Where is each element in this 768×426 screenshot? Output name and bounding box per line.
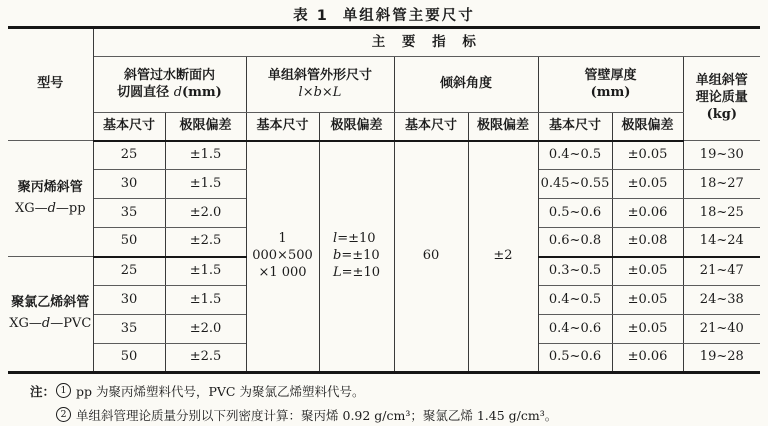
subheader-angle-basic: 基本尺寸 xyxy=(394,113,468,141)
cell-d-basic: 35 xyxy=(93,199,165,228)
cell-shape-basic: 1 000×500 ×1 000 xyxy=(246,141,319,373)
cell-wall-deviation: ±0.05 xyxy=(612,315,683,344)
group-d-line1: 斜管过水断面内 xyxy=(123,67,215,83)
header-main-indicator: 主 要 指 标 xyxy=(93,28,760,57)
cell-wall-basic: 0.4~0.5 xyxy=(538,141,612,170)
cell-mass: 24~38 xyxy=(683,286,760,315)
note-1 xyxy=(30,382,768,401)
subheader-d-basic: 基本尺寸 xyxy=(93,113,165,141)
cell-wall-deviation: ±0.08 xyxy=(612,228,683,257)
subheader-d-deviation: 极限偏差 xyxy=(165,113,246,141)
notes-label: 注： xyxy=(30,384,56,399)
subheader-wall-basic: 基本尺寸 xyxy=(538,113,612,141)
col-group-theoretical-mass: 单组斜管 理论质量 (kg) xyxy=(683,57,760,141)
cell-model-pp: 聚丙烯斜管 XG—d—pp xyxy=(8,141,93,257)
note-1-marker-icon: 1 xyxy=(56,383,71,398)
cell-d-basic: 35 xyxy=(93,315,165,344)
note-2 xyxy=(30,406,768,425)
col-group-wall-thickness: 管壁厚度 (mm) xyxy=(538,57,683,113)
table-number: 表 1 xyxy=(293,8,329,24)
cell-wall-deviation: ±0.05 xyxy=(612,141,683,170)
group-shape-line1: 单组斜管外形尺寸 xyxy=(267,67,372,83)
note-2-text: 单组斜管理论质量分别以下列密度计算：聚丙烯 0.92 g/cm³；聚氯乙烯 1.45 g/cm³。 xyxy=(76,408,558,424)
cell-mass: 14~24 xyxy=(683,228,760,257)
cell-wall-basic: 0.5~0.6 xyxy=(538,344,612,373)
col-header-model: 型号 xyxy=(8,28,93,141)
cell-wall-basic: 0.4~0.6 xyxy=(538,315,612,344)
var-d: d xyxy=(41,316,51,331)
table-title xyxy=(0,0,768,26)
cell-wall-basic: 0.3~0.5 xyxy=(538,257,612,286)
cell-wall-deviation: ±0.06 xyxy=(612,344,683,373)
cell-d-basic: 25 xyxy=(93,257,165,286)
table-notes xyxy=(30,382,768,426)
col-group-incline-angle: 倾斜角度 xyxy=(394,57,538,113)
subheader-shape-basic: 基本尺寸 xyxy=(246,113,319,141)
subheader-wall-deviation: 极限偏差 xyxy=(612,113,683,141)
cell-d-basic: 50 xyxy=(93,344,165,373)
cell-d-deviation: ±2.5 xyxy=(165,228,246,257)
cell-wall-basic: 0.5~0.6 xyxy=(538,199,612,228)
cell-wall-deviation: ±0.05 xyxy=(612,286,683,315)
note-1-text: pp 为聚丙烯塑料代号，PVC 为聚氯乙烯塑料代号。 xyxy=(76,384,365,399)
cell-d-deviation: ±1.5 xyxy=(165,286,246,315)
cell-mass: 19~30 xyxy=(683,141,760,170)
cell-mass: 19~28 xyxy=(683,344,760,373)
cell-wall-deviation: ±0.06 xyxy=(612,199,683,228)
table-title-text: 单组斜管主要尺寸 xyxy=(342,8,475,24)
cell-d-basic: 30 xyxy=(93,286,165,315)
note-2-marker-icon: 2 xyxy=(56,407,71,422)
cell-d-basic: 30 xyxy=(93,170,165,199)
cell-d-deviation: ±1.5 xyxy=(165,170,246,199)
subheader-shape-deviation: 极限偏差 xyxy=(319,113,394,141)
col-group-inner-diameter xyxy=(93,57,246,113)
group-d-line2: 切圆直径 d(mm) xyxy=(117,84,222,100)
var-d: d xyxy=(173,84,183,100)
dimensions-table xyxy=(8,26,760,374)
cell-d-deviation: ±1.5 xyxy=(165,141,246,170)
cell-d-deviation: ±2.0 xyxy=(165,315,246,344)
cell-d-basic: 25 xyxy=(93,141,165,170)
cell-wall-deviation: ±0.05 xyxy=(612,257,683,286)
cell-shape-deviation: l=±10 b=±10 L=±10 xyxy=(319,141,394,373)
group-shape-vars: l×b×L xyxy=(298,84,342,100)
cell-mass: 21~40 xyxy=(683,315,760,344)
subheader-angle-deviation: 极限偏差 xyxy=(468,113,538,141)
cell-wall-basic: 0.6~0.8 xyxy=(538,228,612,257)
cell-angle-deviation: ±2 xyxy=(468,141,538,373)
cell-mass: 18~25 xyxy=(683,199,760,228)
cell-mass: 18~27 xyxy=(683,170,760,199)
col-group-outline-size xyxy=(246,57,394,113)
cell-wall-deviation: ±0.05 xyxy=(612,170,683,199)
cell-angle-basic: 60 xyxy=(394,141,468,373)
cell-mass: 21~47 xyxy=(683,257,760,286)
cell-d-deviation: ±2.0 xyxy=(165,199,246,228)
cell-d-deviation: ±1.5 xyxy=(165,257,246,286)
cell-wall-basic: 0.4~0.5 xyxy=(538,286,612,315)
cell-d-basic: 50 xyxy=(93,228,165,257)
var-d: d xyxy=(47,200,56,216)
cell-wall-basic: 0.45~0.55 xyxy=(538,170,612,199)
cell-d-deviation: ±2.5 xyxy=(165,344,246,373)
cell-model-pvc: 聚氯乙烯斜管 XG—d—PVC xyxy=(8,257,93,373)
